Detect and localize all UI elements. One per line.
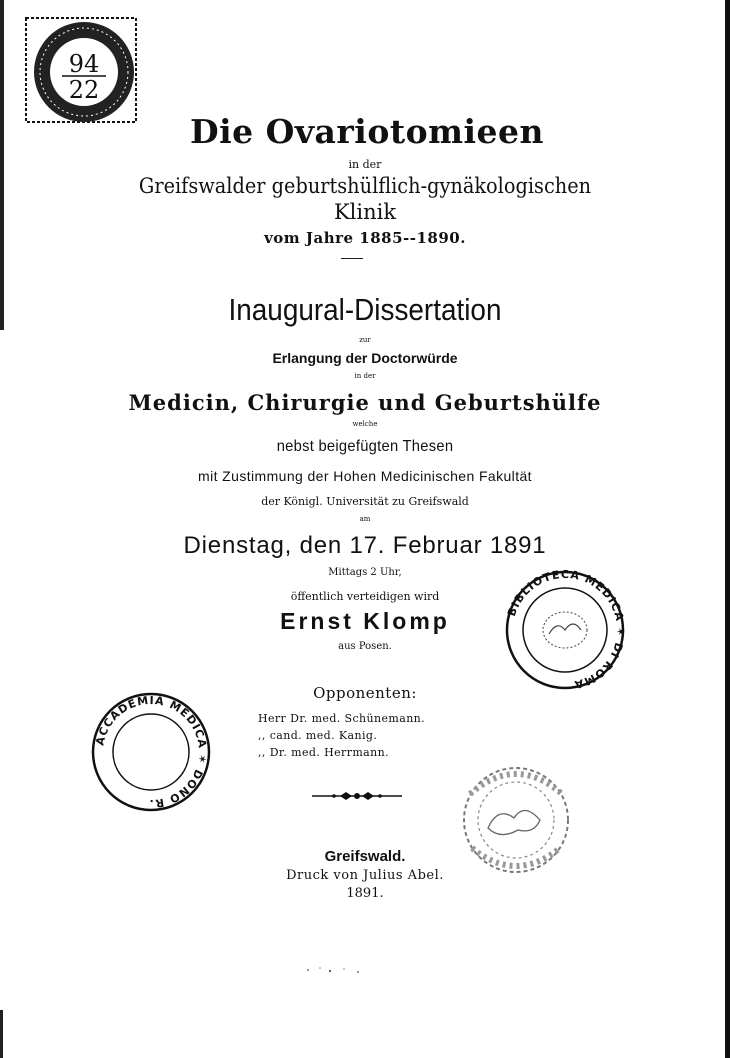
dissertation-title: Die Ovariotomieen xyxy=(189,112,545,151)
faint-library-stamp xyxy=(448,764,584,876)
approval-line: mit Zustimmung der Hohen Medicinischen Fakultät xyxy=(198,468,532,484)
defense-date: Dienstag, den 17. Februar 1891 xyxy=(183,532,547,559)
svg-text:ACCADEMIA MEDICA ✶ DONO R.: ACCADEMIA MEDICA ✶ DONO R. xyxy=(93,693,210,811)
author-name: Ernst Klomp xyxy=(280,608,450,634)
scan-edge-left-bottom xyxy=(0,1010,3,1058)
subtitle-line-1: Greifswalder geburtshülflich-gynäkologischen xyxy=(138,174,592,198)
opponents-heading: Opponenten: xyxy=(313,684,417,702)
stamp-number-2: 22 xyxy=(68,76,100,104)
defense-time: Mittags 2 Uhr, xyxy=(328,567,402,578)
in-der-label: in der xyxy=(348,158,382,171)
scan-specks xyxy=(300,960,380,980)
zur-label: zur xyxy=(359,336,371,344)
erlangung-line: Erlangung der Doctorwürde xyxy=(272,350,458,366)
years-range: vom Jahre 1885--1890. xyxy=(264,229,466,247)
publication-place: Greifswald. xyxy=(324,848,406,865)
public-defense-line: öffentlich verteidigen wird xyxy=(290,590,440,603)
separator-dash xyxy=(341,258,363,259)
biblioteca-medica-stamp xyxy=(497,568,633,692)
welche-label: welche xyxy=(352,420,378,428)
dissertation-heading: Inaugural-Dissertation xyxy=(228,292,502,327)
accademia-medica-stamp xyxy=(88,690,214,814)
opponent-item: ,, cand. med. Kanig. xyxy=(258,729,378,742)
svg-text:BIBLIOTECA MEDICA ✶ DI ROMA: BIBLIOTECA MEDICA ✶ DI ROMA xyxy=(505,568,628,692)
am-label: am xyxy=(359,515,371,523)
printer-line: Druck von Julius Abel. xyxy=(286,868,444,883)
ornament-divider xyxy=(310,789,404,803)
opponent-item: ,, Dr. med. Herrmann. xyxy=(258,746,390,759)
opponent-item: Herr Dr. med. Schünemann. xyxy=(258,712,426,725)
stamp-number-1: 94 xyxy=(68,50,100,78)
theses-line: nebst beigefügten Thesen xyxy=(276,438,454,455)
opponents-list xyxy=(258,710,425,761)
in-der-label-2: in der xyxy=(354,372,376,380)
university-line: der Königl. Universität zu Greifswald xyxy=(261,495,469,508)
author-origin: aus Posen. xyxy=(338,641,392,652)
faculty-line: Medicin, Chirurgie und Geburtshülfe xyxy=(128,390,602,415)
publication-year: 1891. xyxy=(346,886,384,901)
subtitle-line-2: Klinik xyxy=(333,200,397,224)
